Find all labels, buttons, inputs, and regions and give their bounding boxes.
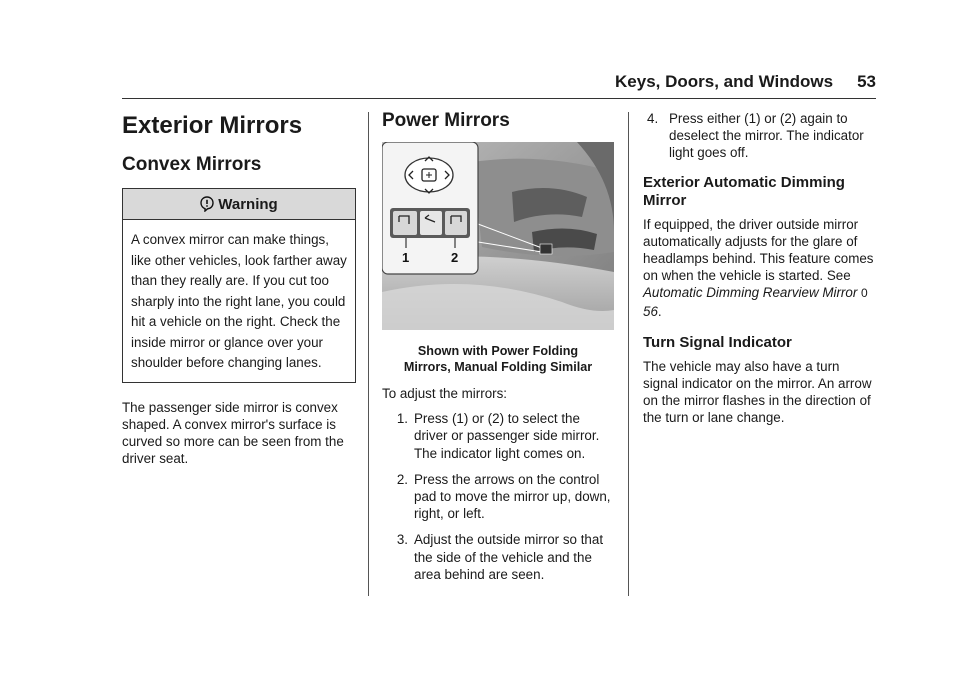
step-number: 4. (647, 111, 659, 126)
section-heading: Exterior Mirrors (122, 112, 303, 139)
paragraph: To adjust the mirrors: (382, 386, 508, 401)
warning-header (123, 189, 355, 220)
punctuation: . (657, 303, 662, 319)
paragraph: The passenger side mirror is convex shaped. A convex mirror's surface is curved so more can be seen from the driver seat. (122, 399, 344, 467)
cross-reference[interactable]: Automatic Dimming Rearview Mirror (643, 285, 858, 301)
list-item (643, 110, 876, 162)
page-reference[interactable]: 56 (643, 303, 658, 319)
warning-icon (200, 196, 214, 212)
step-text: Press either (1) or (2) again to deselect the mirror. The indicator light goes off. (669, 111, 864, 161)
step-text: Adjust the outside mirror so that the side of the vehicle and the area behind are seen. (414, 532, 604, 582)
paragraph: The vehicle may also have a turn signal indicator on the mirror. An arrow on the mirror flashes in the direction of the turn or lane change. (643, 358, 872, 426)
step-number: 3. (396, 532, 408, 548)
section-heading: Power Mirrors (382, 110, 510, 131)
figure-caption (382, 343, 614, 375)
power-mirror-figure (382, 142, 614, 330)
section-title: Keys, Doors, and Windows (615, 72, 834, 91)
page-ref-icon: 0 (861, 286, 868, 301)
page-number: 53 (857, 72, 876, 91)
steps-list-continued (643, 110, 876, 162)
list-item (382, 531, 614, 583)
steps-list (382, 410, 614, 583)
column-3 (643, 104, 876, 435)
step-number: 1. (396, 411, 408, 427)
warning-text: A convex mirror can make things, like other vehicles, look farther away than they really are. If you cut too sharply into the right lane, you could hit a vehicle on the right. Check the inside mirror or glance over your shoulder before changing lanes. (131, 232, 347, 370)
paragraph (643, 216, 876, 320)
paragraph-text: If equipped, the driver outside mirror automatically adjusts for the glare of headlamps behind. This feature comes on when the vehicle is started. See (643, 216, 874, 284)
column-divider (628, 112, 629, 596)
column-divider (368, 112, 369, 596)
list-item (382, 471, 614, 523)
list-item (382, 410, 614, 462)
header-rule (122, 98, 876, 99)
subsection-heading: Turn Signal Indicator (643, 333, 792, 351)
subsection-heading: Exterior Automatic Dimming Mirror (643, 173, 845, 209)
column-1 (122, 104, 356, 475)
caption-line: Mirrors, Manual Folding Similar (403, 360, 593, 374)
subsection-heading: Convex Mirrors (122, 154, 262, 175)
step-text: Press (1) or (2) to select the driver or passenger side mirror. The indicator light comes on. (414, 411, 600, 461)
step-text: Press the arrows on the control pad to move the mirror up, down, right, or left. (414, 471, 611, 522)
warning-label: Warning (218, 196, 278, 213)
step-number: 2. (396, 471, 408, 487)
callout-1-label: 1 (402, 250, 410, 265)
running-header (615, 72, 876, 92)
column-2 (382, 104, 614, 592)
caption-line: Shown with Power Folding (417, 344, 579, 358)
callout-2-label: 2 (451, 250, 459, 265)
warning-box (122, 188, 356, 383)
